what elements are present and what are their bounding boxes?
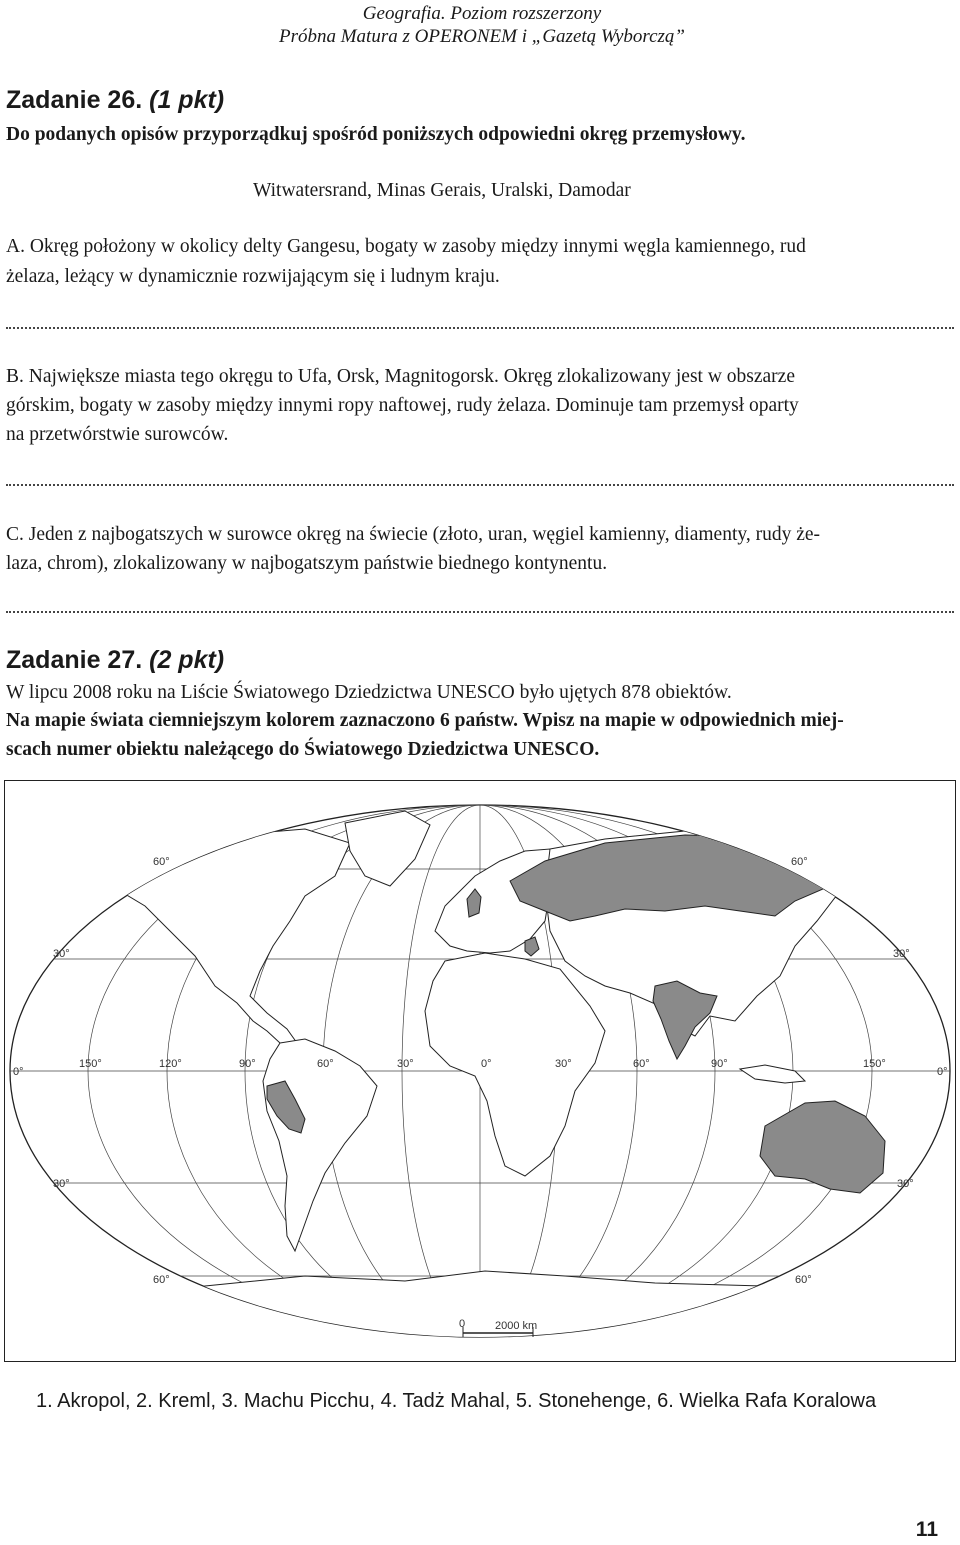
page-number: 11 — [915, 1518, 938, 1541]
indonesia — [740, 1065, 805, 1083]
lon-label-120w: 120° — [159, 1058, 182, 1070]
description-b-line2: górskim, bogaty w zasoby między innymi ropy naftowej, rudy żelaza. Dominuje tam przemysł oparty — [6, 395, 799, 416]
greenland — [345, 811, 430, 886]
lat-label-s60-right: 60° — [795, 1274, 812, 1286]
task-27-points: (2 pkt) — [149, 646, 225, 674]
description-b-line1: B. Największe miasta tego okręgu to Ufa, Orsk, Magnitogorsk. Okręg zlokalizowany jest w obszarze — [6, 366, 795, 387]
lon-label-150w: 150° — [79, 1058, 102, 1070]
lat-label-n60-left: 60° — [153, 856, 170, 868]
lat-label-eq-right: 0° — [937, 1066, 948, 1078]
lat-label-eq-left: 0° — [13, 1066, 24, 1078]
task-26-instruction: Do podanych opisów przyporządkuj spośród poniższych odpowiedni okręg przemysłowy. — [6, 124, 746, 145]
description-c-line2: laza, chrom), zlokalizowany w najbogatszym państwie biednego kontynentu. — [6, 553, 608, 574]
world-map[interactable] — [5, 781, 955, 1361]
lon-label-30w: 30° — [397, 1058, 414, 1070]
africa — [425, 953, 605, 1176]
greece-highlight — [525, 937, 539, 956]
answer-line-b[interactable] — [6, 484, 954, 486]
industrial-districts-options: Witwatersrand, Minas Gerais, Uralski, Damodar — [253, 180, 631, 201]
australia-highlight — [760, 1101, 885, 1193]
description-b-line3: na przetwórstwie surowców. — [6, 424, 229, 445]
answer-line-a[interactable] — [6, 327, 954, 329]
north-america — [100, 829, 350, 1043]
lon-label-60e: 60° — [633, 1058, 650, 1070]
lat-label-n30-right: 30° — [893, 948, 910, 960]
continents — [100, 811, 935, 1341]
scale-distance: 2000 km — [495, 1320, 538, 1332]
unesco-objects-list: 1. Akropol, 2. Kreml, 3. Machu Picchu, 4. Tadż Mahal, 5. Stonehenge, 6. Wielka Rafa Koralowa — [36, 1390, 877, 1412]
header-exam: Próbna Matura z OPERONEM i „Gazetą Wyborczą” — [278, 26, 686, 47]
lat-label-n60-right: 60° — [791, 856, 808, 868]
task-26-label: Zadanie 26. — [6, 86, 143, 114]
antarctica — [125, 1271, 845, 1341]
lat-label-s60-left: 60° — [153, 1274, 170, 1286]
scale-zero: 0 — [459, 1318, 466, 1330]
lon-label-60w: 60° — [317, 1058, 334, 1070]
lon-label-150e: 150° — [863, 1058, 886, 1070]
lon-label-30e: 30° — [555, 1058, 572, 1070]
new-zealand — [920, 1183, 935, 1213]
task-27-instruction-line1: Na mapie świata ciemniejszym kolorem zaznaczono 6 państw. Wpisz na mapie w odpowiednich miej- — [6, 710, 844, 731]
description-a-line2: żelaza, leżący w dynamicznie rozwijającym się i ludnym kraju. — [6, 266, 500, 287]
lon-label-90w: 90° — [239, 1058, 256, 1070]
south-america — [263, 1039, 377, 1251]
task-27-intro: W lipcu 2008 roku na Liście Światowego Dziedzictwa UNESCO było ujętych 878 obiektów. — [6, 682, 732, 703]
page-header — [272, 2, 692, 48]
lon-label-90e: 90° — [711, 1058, 728, 1070]
world-map-frame — [4, 780, 956, 1362]
lat-label-s30-left: 30° — [53, 1178, 70, 1190]
lat-label-s30-right: 30° — [897, 1178, 914, 1190]
lon-label-0: 0° — [481, 1058, 492, 1070]
description-a-line1: A. Okręg położony w okolicy delty Gangesu, bogaty w zasoby między innymi węgla kamiennego, rud — [6, 236, 806, 257]
task-27-label: Zadanie 27. — [6, 646, 143, 674]
answer-line-c[interactable] — [6, 611, 954, 613]
header-subject: Geografia. Poziom rozszerzony — [362, 3, 602, 24]
task-27-title — [6, 646, 224, 675]
description-c-line1: C. Jeden z najbogatszych w surowce okręg na świecie (złoto, uran, węgiel kamienny, diamenty, rudy że- — [6, 524, 821, 545]
task-26-points: (1 pkt) — [149, 86, 225, 114]
task-26-title — [6, 86, 224, 115]
task-27-instruction-line2: scach numer obiektu należącego do Światowego Dziedzictwa UNESCO. — [6, 739, 600, 760]
lat-label-n30-left: 30° — [53, 948, 70, 960]
